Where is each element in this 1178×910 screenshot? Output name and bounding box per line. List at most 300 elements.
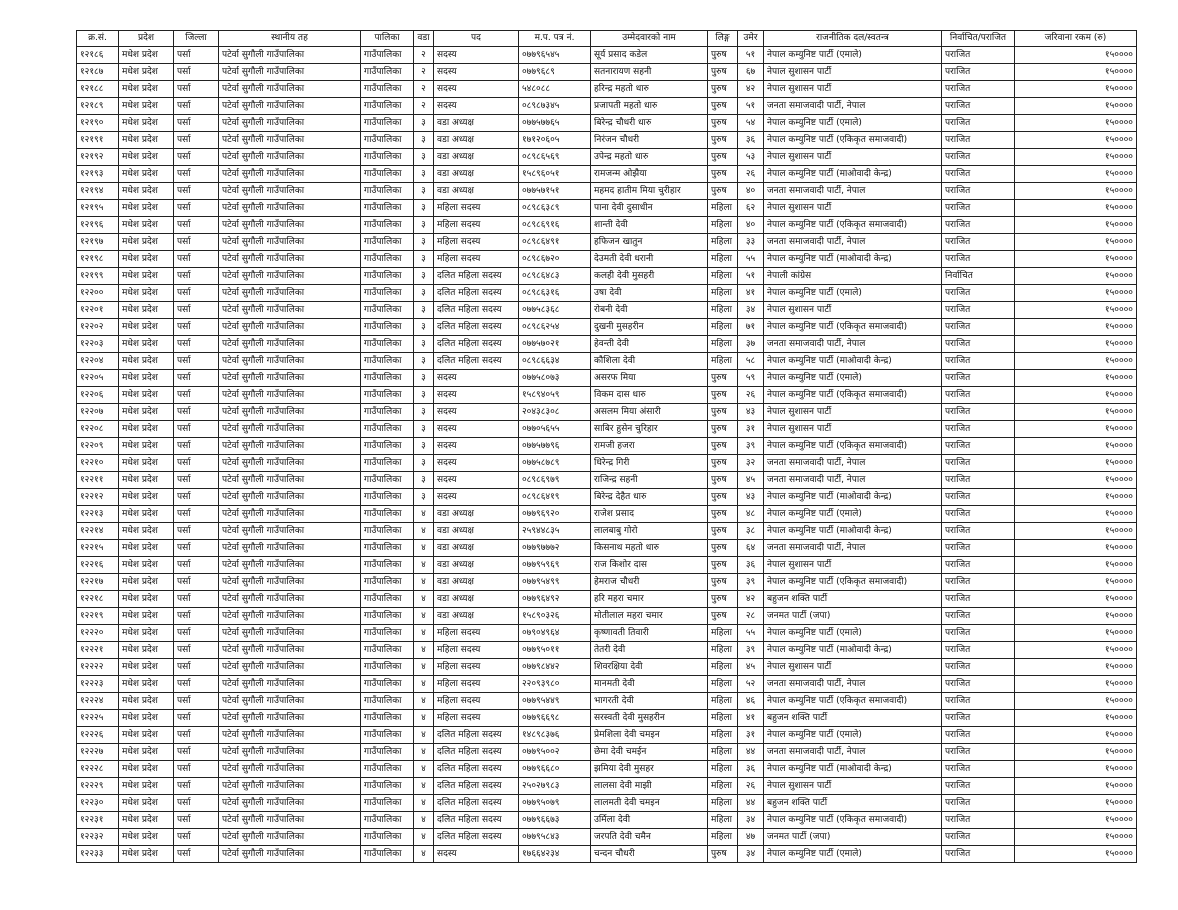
table-row <box>77 421 1137 438</box>
province-cell: मधेश प्रदेश <box>119 710 174 727</box>
gender-cell: पुरुष <box>708 149 738 166</box>
age-cell: ४७ <box>738 829 764 846</box>
serial-cell: १२१९८ <box>77 251 119 268</box>
gender-cell: पुरुष <box>708 455 738 472</box>
local-level-cell: पटेर्वा सुगौली गाउँपालिका <box>219 438 361 455</box>
gender-cell: महिला <box>708 744 738 761</box>
municipality-type-cell: गाउँपालिका <box>361 115 414 132</box>
result-cell: पराजित <box>942 829 1015 846</box>
party-cell: नेपाल कम्युनिष्ट पार्टी (माओवादी केन्द्र) <box>764 761 942 778</box>
gender-cell: पुरुष <box>708 506 738 523</box>
party-cell: जनमत पार्टी (जपा) <box>764 829 942 846</box>
result-cell: पराजित <box>942 591 1015 608</box>
ward-cell: ४ <box>414 693 434 710</box>
post-cell: दलित महिला सदस्य <box>434 285 519 302</box>
table-row <box>77 336 1137 353</box>
fine-amount-cell: १५०००० <box>1015 761 1137 778</box>
age-cell: ३३ <box>738 234 764 251</box>
ward-cell: ४ <box>414 625 434 642</box>
ward-cell: ४ <box>414 727 434 744</box>
candidate-name-cell: जरपति देवी चमैन <box>591 829 708 846</box>
result-cell: पराजित <box>942 47 1015 64</box>
serial-cell: १२१९१ <box>77 132 119 149</box>
ballot-no-cell: ०७७५८७८९ <box>519 455 591 472</box>
table-body <box>77 47 1137 863</box>
party-cell: नेपाल कम्युनिष्ट पार्टी (एमाले) <box>764 727 942 744</box>
post-cell: सदस्य <box>434 438 519 455</box>
age-cell: ५२ <box>738 676 764 693</box>
party-cell: नेपाल कम्युनिष्ट पार्टी (एकिकृत समाजवादी) <box>764 812 942 829</box>
gender-cell: पुरुष <box>708 574 738 591</box>
local-level-cell: पटेर्वा सुगौली गाउँपालिका <box>219 336 361 353</box>
province-cell: मधेश प्रदेश <box>119 285 174 302</box>
post-cell: सदस्य <box>434 455 519 472</box>
ward-cell: ३ <box>414 166 434 183</box>
col-header-post: पद <box>434 31 519 47</box>
age-cell: ५४ <box>738 115 764 132</box>
municipality-type-cell: गाउँपालिका <box>361 489 414 506</box>
post-cell: महिला सदस्य <box>434 625 519 642</box>
fine-amount-cell: १५०००० <box>1015 353 1137 370</box>
local-level-cell: पटेर्वा सुगौली गाउँपालिका <box>219 829 361 846</box>
gender-cell: महिला <box>708 302 738 319</box>
fine-amount-cell: १५०००० <box>1015 812 1137 829</box>
municipality-type-cell: गाउँपालिका <box>361 64 414 81</box>
candidate-name-cell: शान्ती देवी <box>591 217 708 234</box>
ward-cell: ३ <box>414 438 434 455</box>
table-row <box>77 353 1137 370</box>
candidate-name-cell: मोतीलाल महरा चमार <box>591 608 708 625</box>
result-cell: पराजित <box>942 98 1015 115</box>
province-cell: मधेश प्रदेश <box>119 353 174 370</box>
ballot-no-cell: ०७७९६६८० <box>519 761 591 778</box>
fine-amount-cell: १५०००० <box>1015 540 1137 557</box>
candidate-name-cell: झमिया देवी मुसहर <box>591 761 708 778</box>
local-level-cell: पटेर्वा सुगौली गाउँपालिका <box>219 404 361 421</box>
table-row <box>77 778 1137 795</box>
age-cell: ४० <box>738 183 764 200</box>
municipality-type-cell: गाउँपालिका <box>361 591 414 608</box>
gender-cell: महिला <box>708 268 738 285</box>
result-cell: पराजित <box>942 489 1015 506</box>
candidate-name-cell: मानमती देवी <box>591 676 708 693</box>
col-header-candidate-name: उम्मेदवारको नाम <box>591 31 708 47</box>
municipality-type-cell: गाउँपालिका <box>361 625 414 642</box>
post-cell: सदस्य <box>434 64 519 81</box>
age-cell: ३२ <box>738 455 764 472</box>
fine-amount-cell: १५०००० <box>1015 132 1137 149</box>
ballot-no-cell: २२०९३९८० <box>519 676 591 693</box>
result-cell: पराजित <box>942 217 1015 234</box>
party-cell: नेपाल कम्युनिष्ट पार्टी (एमाले) <box>764 506 942 523</box>
age-cell: ४१ <box>738 285 764 302</box>
age-cell: ३४ <box>738 812 764 829</box>
candidate-name-cell: महमद हातीम मिया चुरीहार <box>591 183 708 200</box>
table-row <box>77 489 1137 506</box>
col-header-district: जिल्ला <box>174 31 219 47</box>
candidate-name-cell: प्रजापती महतो धारु <box>591 98 708 115</box>
fine-amount-cell: १५०००० <box>1015 778 1137 795</box>
province-cell: मधेश प्रदेश <box>119 183 174 200</box>
result-cell: पराजित <box>942 132 1015 149</box>
result-cell: पराजित <box>942 710 1015 727</box>
province-cell: मधेश प्रदेश <box>119 778 174 795</box>
ballot-no-cell: ०७७५७०२१ <box>519 336 591 353</box>
municipality-type-cell: गाउँपालिका <box>361 523 414 540</box>
result-cell: पराजित <box>942 846 1015 863</box>
serial-cell: १२२०६ <box>77 387 119 404</box>
province-cell: मधेश प्रदेश <box>119 693 174 710</box>
serial-cell: १२२३० <box>77 795 119 812</box>
district-cell: पर्सा <box>174 761 219 778</box>
local-level-cell: पटेर्वा सुगौली गाउँपालिका <box>219 574 361 591</box>
district-cell: पर्सा <box>174 98 219 115</box>
table-row <box>77 47 1137 64</box>
district-cell: पर्सा <box>174 404 219 421</box>
result-cell: पराजित <box>942 574 1015 591</box>
province-cell: मधेश प्रदेश <box>119 744 174 761</box>
fine-amount-cell: १५०००० <box>1015 234 1137 251</box>
ballot-no-cell: ०७७९५००२ <box>519 744 591 761</box>
gender-cell: पुरुष <box>708 370 738 387</box>
fine-amount-cell: १५०००० <box>1015 217 1137 234</box>
party-cell: बहुजन शक्ति पार्टी <box>764 795 942 812</box>
candidate-name-cell: उपेन्द्र महतो धारु <box>591 149 708 166</box>
serial-cell: १२२०० <box>77 285 119 302</box>
post-cell: सदस्य <box>434 421 519 438</box>
result-cell: पराजित <box>942 200 1015 217</box>
ward-cell: ३ <box>414 183 434 200</box>
party-cell: नेपाल कम्युनिष्ट पार्टी (एकिकृत समाजवादी) <box>764 574 942 591</box>
province-cell: मधेश प्रदेश <box>119 608 174 625</box>
ward-cell: २ <box>414 47 434 64</box>
local-level-cell: पटेर्वा सुगौली गाउँपालिका <box>219 625 361 642</box>
age-cell: ५१ <box>738 98 764 115</box>
party-cell: नेपाल सुशासन पार्टी <box>764 778 942 795</box>
result-cell: पराजित <box>942 336 1015 353</box>
serial-cell: १२२०८ <box>77 421 119 438</box>
municipality-type-cell: गाउँपालिका <box>361 268 414 285</box>
candidate-name-cell: राजेश प्रसाद <box>591 506 708 523</box>
ballot-no-cell: ०८९८६७२० <box>519 251 591 268</box>
gender-cell: पुरुष <box>708 404 738 421</box>
municipality-type-cell: गाउँपालिका <box>361 574 414 591</box>
municipality-type-cell: गाउँपालिका <box>361 659 414 676</box>
municipality-type-cell: गाउँपालिका <box>361 149 414 166</box>
table-row <box>77 455 1137 472</box>
age-cell: ६२ <box>738 200 764 217</box>
fine-amount-cell: १५०००० <box>1015 557 1137 574</box>
table-row <box>77 591 1137 608</box>
table-row <box>77 251 1137 268</box>
post-cell: वडा अध्यक्ष <box>434 115 519 132</box>
ballot-no-cell: ०७९०४९६४ <box>519 625 591 642</box>
post-cell: वडा अध्यक्ष <box>434 574 519 591</box>
candidate-name-cell: निरंजन चौधरी <box>591 132 708 149</box>
post-cell: महिला सदस्य <box>434 251 519 268</box>
party-cell: जनता समाजवादी पार्टी, नेपाल <box>764 183 942 200</box>
serial-cell: १२२१६ <box>77 557 119 574</box>
ward-cell: ३ <box>414 319 434 336</box>
ward-cell: ३ <box>414 217 434 234</box>
province-cell: मधेश प्रदेश <box>119 455 174 472</box>
result-cell: पराजित <box>942 115 1015 132</box>
municipality-type-cell: गाउँपालिका <box>361 472 414 489</box>
gender-cell: पुरुष <box>708 98 738 115</box>
party-cell: नेपाल सुशासन पार्टी <box>764 659 942 676</box>
result-cell: पराजित <box>942 761 1015 778</box>
party-cell: नेपाल कम्युनिष्ट पार्टी (एकिकृत समाजवादी) <box>764 438 942 455</box>
table-row <box>77 744 1137 761</box>
serial-cell: १२१८८ <box>77 81 119 98</box>
ballot-no-cell: ०७७५७७६५ <box>519 115 591 132</box>
province-cell: मधेश प्रदेश <box>119 829 174 846</box>
ward-cell: ४ <box>414 540 434 557</box>
district-cell: पर्सा <box>174 421 219 438</box>
ward-cell: ३ <box>414 149 434 166</box>
serial-cell: १२१९० <box>77 115 119 132</box>
result-cell: पराजित <box>942 387 1015 404</box>
party-cell: नेपाल कम्युनिष्ट पार्टी (एमाले) <box>764 846 942 863</box>
ward-cell: ४ <box>414 523 434 540</box>
age-cell: ५८ <box>738 353 764 370</box>
ward-cell: ४ <box>414 812 434 829</box>
result-cell: पराजित <box>942 234 1015 251</box>
table-row <box>77 404 1137 421</box>
party-cell: नेपाल कम्युनिष्ट पार्टी (माओवादी केन्द्र) <box>764 166 942 183</box>
municipality-type-cell: गाउँपालिका <box>361 387 414 404</box>
municipality-type-cell: गाउँपालिका <box>361 829 414 846</box>
local-level-cell: पटेर्वा सुगौली गाउँपालिका <box>219 285 361 302</box>
gender-cell: पुरुष <box>708 421 738 438</box>
ballot-no-cell: ०७७९६५४५ <box>519 47 591 64</box>
age-cell: ५३ <box>738 149 764 166</box>
age-cell: २६ <box>738 387 764 404</box>
party-cell: नेपाल कम्युनिष्ट पार्टी (माओवादी केन्द्र) <box>764 353 942 370</box>
result-cell: पराजित <box>942 302 1015 319</box>
candidate-name-cell: चन्दन चौधरी <box>591 846 708 863</box>
district-cell: पर्सा <box>174 438 219 455</box>
age-cell: ५१ <box>738 268 764 285</box>
serial-cell: १२२२५ <box>77 710 119 727</box>
fine-amount-cell: १५०००० <box>1015 421 1137 438</box>
municipality-type-cell: गाउँपालिका <box>361 608 414 625</box>
ballot-no-cell: ०७७९५०११ <box>519 642 591 659</box>
local-level-cell: पटेर्वा सुगौली गाउँपालिका <box>219 251 361 268</box>
gender-cell: पुरुष <box>708 523 738 540</box>
party-cell: नेपाल सुशासन पार्टी <box>764 404 942 421</box>
ballot-no-cell: २५०२७९८३ <box>519 778 591 795</box>
municipality-type-cell: गाउँपालिका <box>361 778 414 795</box>
province-cell: मधेश प्रदेश <box>119 387 174 404</box>
district-cell: पर्सा <box>174 557 219 574</box>
candidate-name-cell: राजिन्द्र सहनी <box>591 472 708 489</box>
ballot-no-cell: ०७७९६४९२ <box>519 591 591 608</box>
candidate-name-cell: कौशिला देवी <box>591 353 708 370</box>
municipality-type-cell: गाउँपालिका <box>361 217 414 234</box>
post-cell: सदस्य <box>434 81 519 98</box>
fine-amount-cell: १५०००० <box>1015 370 1137 387</box>
ward-cell: ३ <box>414 268 434 285</box>
local-level-cell: पटेर्वा सुगौली गाउँपालिका <box>219 591 361 608</box>
ballot-no-cell: ०७७९५४४९ <box>519 693 591 710</box>
province-cell: मधेश प्रदेश <box>119 81 174 98</box>
province-cell: मधेश प्रदेश <box>119 523 174 540</box>
result-cell: पराजित <box>942 319 1015 336</box>
district-cell: पर्सा <box>174 285 219 302</box>
local-level-cell: पटेर्वा सुगौली गाउँपालिका <box>219 557 361 574</box>
table-row <box>77 795 1137 812</box>
ward-cell: ३ <box>414 353 434 370</box>
serial-cell: १२२३२ <box>77 829 119 846</box>
municipality-type-cell: गाउँपालिका <box>361 47 414 64</box>
province-cell: मधेश प्रदेश <box>119 115 174 132</box>
post-cell: सदस्य <box>434 404 519 421</box>
fine-amount-cell: १५०००० <box>1015 693 1137 710</box>
local-level-cell: पटेर्वा सुगौली गाउँपालिका <box>219 370 361 387</box>
table-row <box>77 98 1137 115</box>
party-cell: जनता समाजवादी पार्टी, नेपाल <box>764 98 942 115</box>
ballot-no-cell: ०७७९५८४३ <box>519 829 591 846</box>
local-level-cell: पटेर्वा सुगौली गाउँपालिका <box>219 353 361 370</box>
district-cell: पर्सा <box>174 336 219 353</box>
age-cell: ४३ <box>738 404 764 421</box>
fine-amount-cell: १५०००० <box>1015 591 1137 608</box>
fine-amount-cell: १५०००० <box>1015 404 1137 421</box>
age-cell: ५५ <box>738 251 764 268</box>
post-cell: सदस्य <box>434 47 519 64</box>
district-cell: पर्सा <box>174 183 219 200</box>
ward-cell: ३ <box>414 285 434 302</box>
district-cell: पर्सा <box>174 217 219 234</box>
table-row <box>77 642 1137 659</box>
district-cell: पर्सा <box>174 234 219 251</box>
fine-amount-cell: १५०००० <box>1015 302 1137 319</box>
local-level-cell: पटेर्वा सुगौली गाउँपालिका <box>219 115 361 132</box>
serial-cell: १२२३३ <box>77 846 119 863</box>
municipality-type-cell: गाउँपालिका <box>361 200 414 217</box>
party-cell: नेपाल सुशासन पार्टी <box>764 149 942 166</box>
local-level-cell: पटेर्वा सुगौली गाउँपालिका <box>219 455 361 472</box>
fine-amount-cell: १५०००० <box>1015 319 1137 336</box>
serial-cell: १२२०२ <box>77 319 119 336</box>
municipality-type-cell: गाउँपालिका <box>361 710 414 727</box>
ballot-no-cell: ०७७९६६७३ <box>519 812 591 829</box>
post-cell: महिला सदस्य <box>434 693 519 710</box>
municipality-type-cell: गाउँपालिका <box>361 846 414 863</box>
ballot-no-cell: ०७७५७७९६ <box>519 438 591 455</box>
district-cell: पर्सा <box>174 778 219 795</box>
table-row <box>77 217 1137 234</box>
district-cell: पर्सा <box>174 727 219 744</box>
result-cell: पराजित <box>942 285 1015 302</box>
fine-amount-cell: १५०००० <box>1015 438 1137 455</box>
post-cell: दलित महिला सदस्य <box>434 761 519 778</box>
serial-cell: १२२२६ <box>77 727 119 744</box>
ward-cell: ४ <box>414 506 434 523</box>
post-cell: दलित महिला सदस्य <box>434 812 519 829</box>
municipality-type-cell: गाउँपालिका <box>361 761 414 778</box>
province-cell: मधेश प्रदेश <box>119 302 174 319</box>
result-cell: पराजित <box>942 557 1015 574</box>
party-cell: जनता समाजवादी पार्टी, नेपाल <box>764 234 942 251</box>
fine-amount-cell: १५०००० <box>1015 98 1137 115</box>
local-level-cell: पटेर्वा सुगौली गाउँपालिका <box>219 47 361 64</box>
fine-amount-cell: १५०००० <box>1015 183 1137 200</box>
age-cell: ३९ <box>738 574 764 591</box>
fine-amount-cell: १५०००० <box>1015 115 1137 132</box>
municipality-type-cell: गाउँपालिका <box>361 506 414 523</box>
ballot-no-cell: २०४३८३०८ <box>519 404 591 421</box>
result-cell: पराजित <box>942 506 1015 523</box>
col-header-local-level: स्थानीय तह <box>219 31 361 47</box>
serial-cell: १२२१३ <box>77 506 119 523</box>
local-level-cell: पटेर्वा सुगौली गाउँपालिका <box>219 659 361 676</box>
municipality-type-cell: गाउँपालिका <box>361 370 414 387</box>
post-cell: महिला सदस्य <box>434 676 519 693</box>
district-cell: पर्सा <box>174 744 219 761</box>
local-level-cell: पटेर्वा सुगौली गाउँपालिका <box>219 98 361 115</box>
post-cell: वडा अध्यक्ष <box>434 183 519 200</box>
post-cell: दलित महिला सदस्य <box>434 795 519 812</box>
district-cell: पर्सा <box>174 387 219 404</box>
post-cell: वडा अध्यक्ष <box>434 591 519 608</box>
candidate-name-cell: रामजन्म ओझैया <box>591 166 708 183</box>
district-cell: पर्सा <box>174 115 219 132</box>
candidate-name-cell: पाना देवी दुसाधीन <box>591 200 708 217</box>
post-cell: वडा अध्यक्ष <box>434 132 519 149</box>
ballot-no-cell: ०७७९७७७२ <box>519 540 591 557</box>
municipality-type-cell: गाउँपालिका <box>361 744 414 761</box>
table-row <box>77 115 1137 132</box>
party-cell: नेपाल कम्युनिष्ट पार्टी (एकिकृत समाजवादी) <box>764 217 942 234</box>
fine-amount-cell: १५०००० <box>1015 47 1137 64</box>
gender-cell: महिला <box>708 319 738 336</box>
district-cell: पर्सा <box>174 370 219 387</box>
district-cell: पर्सा <box>174 659 219 676</box>
province-cell: मधेश प्रदेश <box>119 319 174 336</box>
fine-amount-cell: १५०००० <box>1015 523 1137 540</box>
candidate-name-cell: विकम दास धारु <box>591 387 708 404</box>
candidate-name-cell: उर्मिला देवी <box>591 812 708 829</box>
municipality-type-cell: गाउँपालिका <box>361 336 414 353</box>
age-cell: ४४ <box>738 795 764 812</box>
table-row <box>77 710 1137 727</box>
municipality-type-cell: गाउँपालिका <box>361 81 414 98</box>
ward-cell: ३ <box>414 421 434 438</box>
party-cell: नेपाल कम्युनिष्ट पार्टी (एमाले) <box>764 625 942 642</box>
ballot-no-cell: ०८९८६६३४ <box>519 353 591 370</box>
party-cell: नेपाल कम्युनिष्ट पार्टी (माओवादी केन्द्र) <box>764 642 942 659</box>
candidate-name-cell: लालमती देवी चमइन <box>591 795 708 812</box>
province-cell: मधेश प्रदेश <box>119 200 174 217</box>
table-row <box>77 829 1137 846</box>
province-cell: मधेश प्रदेश <box>119 574 174 591</box>
result-cell: निर्वाचित <box>942 268 1015 285</box>
ballot-no-cell: १५८९०३२६ <box>519 608 591 625</box>
local-level-cell: पटेर्वा सुगौली गाउँपालिका <box>219 812 361 829</box>
table-row <box>77 302 1137 319</box>
post-cell: सदस्य <box>434 370 519 387</box>
post-cell: वडा अध्यक्ष <box>434 540 519 557</box>
party-cell: नेपाल कम्युनिष्ट पार्टी (एमाले) <box>764 370 942 387</box>
gender-cell: पुरुष <box>708 47 738 64</box>
result-cell: पराजित <box>942 812 1015 829</box>
result-cell: पराजित <box>942 540 1015 557</box>
province-cell: मधेश प्रदेश <box>119 659 174 676</box>
candidate-name-cell: लालबाबु गोरो <box>591 523 708 540</box>
post-cell: महिला सदस्य <box>434 217 519 234</box>
